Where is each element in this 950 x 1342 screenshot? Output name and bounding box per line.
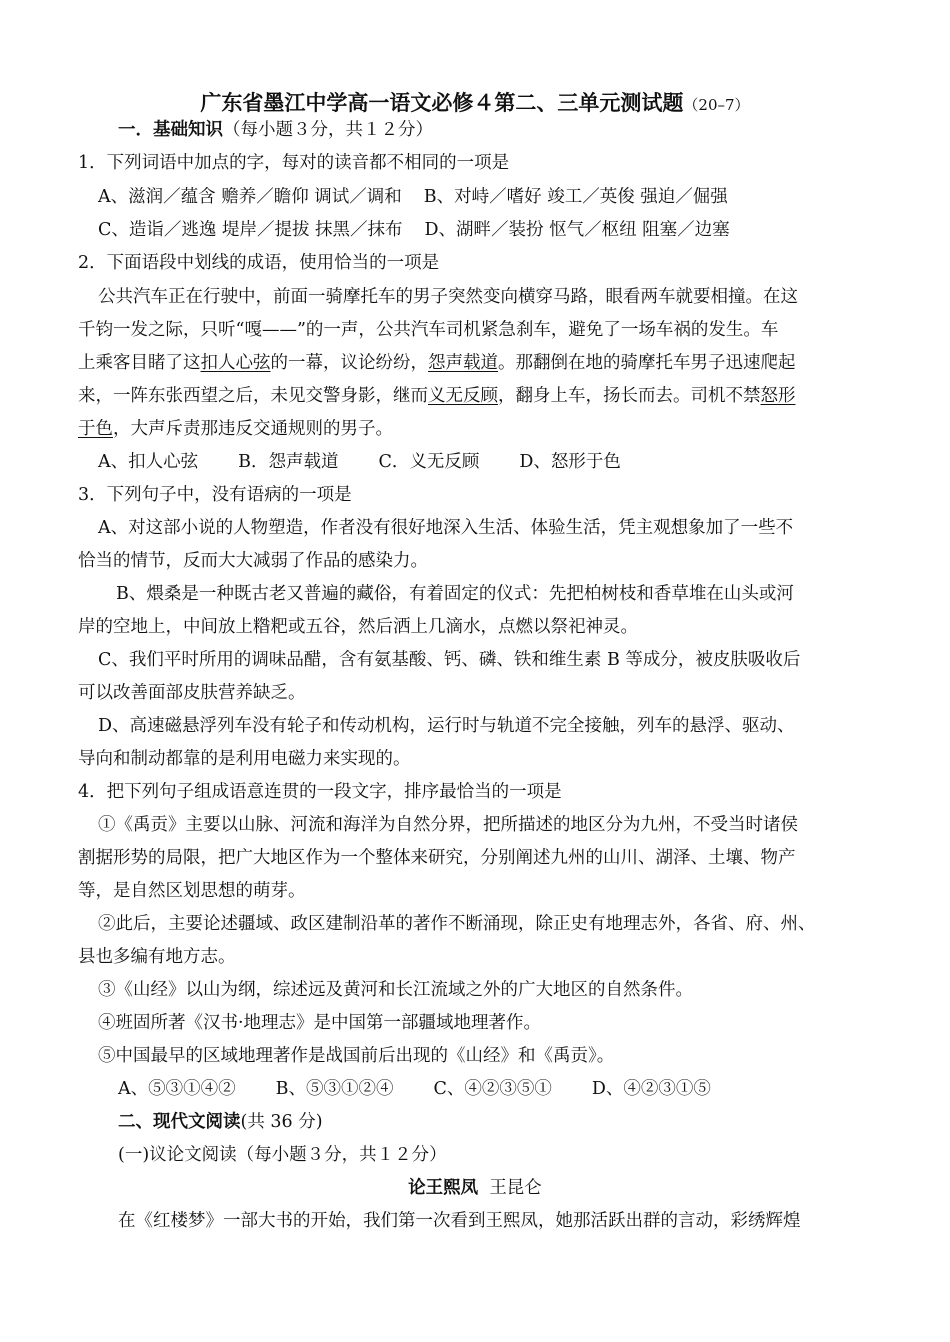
section2-note: (共 36 分) (240, 1112, 323, 1132)
section2-heading (118, 1112, 323, 1132)
q2-passage-line3 (78, 353, 796, 373)
q2-passage-line5 (78, 419, 393, 439)
q3-stem: 3．下列句子中，没有语病的一项是 (78, 485, 352, 505)
q4-sentence4: ④班固所著《汉书·地理志》是中国第一部疆域地理著作。 (98, 1013, 542, 1033)
q4-option-a: A、⑤③①④② (118, 1079, 236, 1099)
q2-option-b: B．怨声载道 (238, 452, 339, 472)
underlined-idiom-4b: 于色 (78, 419, 113, 439)
q3-option-d-line2: 导向和制动都靠的是利用电磁力来实现的。 (78, 749, 411, 769)
q4-option-c: C、④②③⑤① (433, 1079, 552, 1099)
q1-option-a (98, 187, 728, 207)
section1-note: （每小题３分，共１２分） (223, 120, 433, 140)
q2-text: ，大声斥责那违反交通规则的男子。 (113, 419, 393, 439)
q4-sentence3: ③《山经》以山为纲，综述远及黄河和长江流域之外的广大地区的自然条件。 (98, 980, 693, 1000)
section2-title: 二、现代文阅读 (118, 1112, 241, 1132)
section1-heading (118, 120, 433, 140)
q2-text: ，翻身上车，扬长而去。司机不禁 (498, 386, 761, 406)
page-title (0, 90, 950, 118)
q2-option-a: A、扣人心弦 (98, 452, 199, 472)
q3-option-c-line2: 可以改善面部皮肤营养缺乏。 (78, 683, 306, 703)
article-author: 王昆仑 (489, 1178, 542, 1198)
q3-option-d-line1: D、高速磁悬浮列车没有轮子和传动机构，运行时与轨道不完全接触，列车的悬浮、驱动、 (98, 716, 795, 736)
q4-sentence2-line1: ②此后，主要论述疆域、政区建制沿革的著作不断涌现，除正史有地理志外，各省、府、州、 (98, 914, 816, 934)
q3-option-a-line2: 恰当的情节，反而大大减弱了作品的感染力。 (78, 551, 428, 571)
q3-option-a-line1: A、对这部小说的人物塑造，作者没有很好地深入生活、体验生活，凭主观想象加了一些不 (98, 518, 794, 538)
q2-text: 的一幕，议论纷纷， (270, 353, 428, 373)
q4-sentence1-line1: ①《禹贡》主要以山脉、河流和海洋为自然分界，把所描述的地区分为九州，不受当时诸侯 (98, 815, 798, 835)
q3-option-b-line1: B、煨桑是一种既古老又普遍的藏俗，有着固定的仪式：先把柏树枝和香草堆在山头或河 (116, 584, 794, 604)
underlined-idiom-1: 扣人心弦 (200, 353, 271, 373)
q1-b-text: B、对峙／嗜好 竣工／英俊 强迫／倔强 (423, 187, 728, 207)
article-heading (0, 1178, 950, 1198)
q4-options (118, 1079, 711, 1099)
q2-options (98, 452, 621, 472)
q1-option-c (98, 220, 730, 240)
q2-option-d: D、怒形于色 (519, 452, 621, 472)
q4-sentence5: ⑤中国最早的区域地理著作是战国前后出现的《山经》和《禹贡》。 (98, 1046, 615, 1066)
q2-text: 来，一阵东张西望之后，未见交警身影，继而 (78, 386, 428, 406)
q4-sentence1-line2: 割据形势的局限，把广大地区作为一个整体来研究，分别阐述九州的山川、湖泽、土壤、物产 (78, 848, 796, 868)
q4-option-b: B、⑤③①②④ (275, 1079, 394, 1099)
q2-stem: 2．下面语段中划线的成语，使用恰当的一项是 (78, 253, 440, 273)
q3-option-c-line1: C、我们平时所用的调味品醋，含有氨基酸、钙、磷、铁和维生素 B 等成分，被皮肤吸收后 (98, 650, 801, 670)
part1-label: (一)议论文阅读（每小题３分，共１２分） (118, 1145, 447, 1165)
article-paragraph-1: 在《红楼梦》一部大书的开始，我们第一次看到王熙凤，她那活跃出群的言动，彩绣辉煌 (118, 1211, 801, 1231)
q2-text: 上乘客目睹了这 (78, 353, 201, 373)
q1-c-text: C、造诣／逃逸 堤岸／提拔 抹黑／抹布 (98, 220, 403, 240)
underlined-idiom-3: 义无反顾 (428, 386, 498, 406)
q2-text: 。那翻倒在地的骑摩托车男子迅速爬起 (498, 353, 796, 373)
q1-a-text: A、滋润／蕴含 赡养／瞻仰 调试／调和 (98, 187, 402, 207)
q4-sentence2-line2: 县也多编有地方志。 (78, 947, 236, 967)
q4-stem: 4．把下列句子组成语意连贯的一段文字，排序最恰当的一项是 (78, 782, 562, 802)
title-suffix: （20–7） (683, 96, 750, 114)
underlined-idiom-4a: 怒形 (760, 386, 796, 406)
q4-sentence1-line3: 等，是自然区划思想的萌芽。 (78, 881, 306, 901)
q2-passage-line4 (78, 386, 796, 406)
title-main: 广东省墨江中学高一语文必修４第二、三单元测试题 (200, 90, 684, 115)
q1-stem: 1．下列词语中加点的字，每对的读音都不相同的一项是 (78, 153, 510, 173)
article-title: 论王熙凤 (408, 1178, 479, 1198)
q2-passage-line2: 千钧一发之际，只听“嘎——”的一声，公共汽车司机紧急刹车，避免了一场车祸的发生。车 (78, 320, 779, 340)
q2-passage-line1: 公共汽车正在行驶中，前面一骑摩托车的男子突然变向横穿马路，眼看两车就要相撞。在这 (98, 287, 798, 307)
underlined-idiom-2: 怨声载道 (428, 353, 498, 373)
section1-title: 一．基础知识 (118, 120, 223, 140)
q4-option-d: D、④②③①⑤ (591, 1079, 711, 1099)
q3-option-b-line2: 岸的空地上，中间放上糌粑或五谷，然后洒上几滴水，点燃以祭祀神灵。 (78, 617, 638, 637)
q1-d-text: D、湖畔／装扮 怄气／枢纽 阻塞／边塞 (424, 220, 730, 240)
q2-option-c: C．义无反顾 (378, 452, 480, 472)
